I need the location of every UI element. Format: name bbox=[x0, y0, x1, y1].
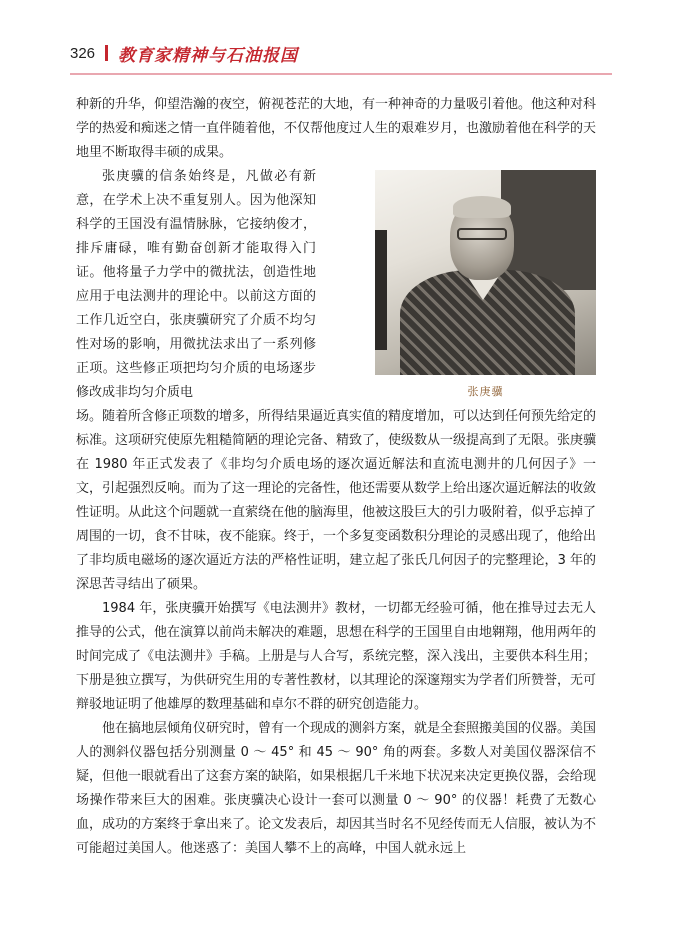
portrait-photo bbox=[375, 170, 596, 375]
text-block-wrapped bbox=[76, 165, 316, 405]
book-title: 教育家精神与石油报国 bbox=[118, 45, 299, 66]
header-divider bbox=[105, 45, 108, 61]
paragraph: 张庚骥的信条始终是，凡做必有新意，在学术上决不重复别人。因为他深知科学的王国没有温情脉脉，它接纳俊才，排斥庸碌，唯有勤奋创新才能取得入门证。他将量子力学中的微扰法，创造性地应用于电法测井的理论中。以前这方面的工作几近空白，张庚骥研究了介质不均匀性对场的影响，用微扰法求出了一系列修正项。这些修正项把均匀介质的电场逐步修改成非均匀介质电 bbox=[76, 169, 316, 400]
paragraph: 他在搞地层倾角仪研究时，曾有一个现成的测斜方案，就是全套照搬美国的仪器。美国人的测斜仪器包括分别测量 0 ～ 45° 和 45 ～ 90° 角的两套。多数人对美国仪器深信不疑，但他一眼就看出了这套方案的缺陷，如果根据几千米地下状况来决定更换仪器，会给现场操作带来巨大的困难。张庚骥决心设计一套可以测量 0 ～ 90° 的仪器！耗费了无数心血，成功的方案终于拿出来了。论文发表后，却因其当时名不见经传而无人信服，被认为不可能超过美国人。他迷惑了：美国人攀不上的高峰，中国人就永远上 bbox=[76, 721, 597, 856]
header-rule bbox=[70, 73, 612, 75]
portrait-figure bbox=[375, 170, 596, 399]
photo-caption: 张庚骥 bbox=[467, 385, 504, 398]
text-block-bottom bbox=[76, 405, 596, 861]
paragraph: 种新的升华，仰望浩瀚的夜空，俯视苍茫的大地，有一种神奇的力量吸引着他。他这种对科学的热爱和痴迷之情一直伴随着他，不仅帮他度过人生的艰难岁月，也激励着他在科学的天地里不断取得丰硕的成果。 bbox=[76, 97, 597, 160]
paragraph: 场。随着所含修正项数的增多，所得结果逼近真实值的精度增加，可以达到任何预先给定的标准。这项研究使原先粗糙简陋的理论完备、精致了，使级数从一级提高到了无限。张庚骥在 1980 年正式发表了《非均匀介质电场的逐次逼近解法和直流电测井的几何因子》一文，引起强烈反响。而为了这一理论的完备性，他还需要从数学上给出逐次逼近解法的收敛性证明。从此这个问题就一直萦绕在他的脑海里，他被这股巨大的引力吸附着，似乎忘掉了周围的一切，食不甘味，夜不能寐。终于，一个多复变函数积分理论的灵感出现了，他给出了非均质电磁场的逐次逼近方法的严格性证明，建立起了张氏几何因子的完整理论，3 年的深思苦寻结出了硕果。 bbox=[76, 409, 597, 592]
page-header bbox=[70, 38, 298, 68]
page-number: 326 bbox=[70, 44, 96, 62]
paragraph: 1984 年，张庚骥开始撰写《电法测井》教材，一切都无经验可循，他在推导过去无人推导的公式，他在演算以前尚未解决的难题，思想在科学的王国里自由地翱翔，他用两年的时间完成了《电法测井》手稿。上册是与人合写，系统完整，深入浅出，主要供本科生用；下册是独立撰写，为供研究生用的专著性教材，以其理论的深邃翔实为学者们所赞誉，无可辩驳地证明了他雄厚的数理基础和卓尔不群的研究创造能力。 bbox=[76, 601, 597, 712]
text-block-top bbox=[76, 93, 596, 165]
